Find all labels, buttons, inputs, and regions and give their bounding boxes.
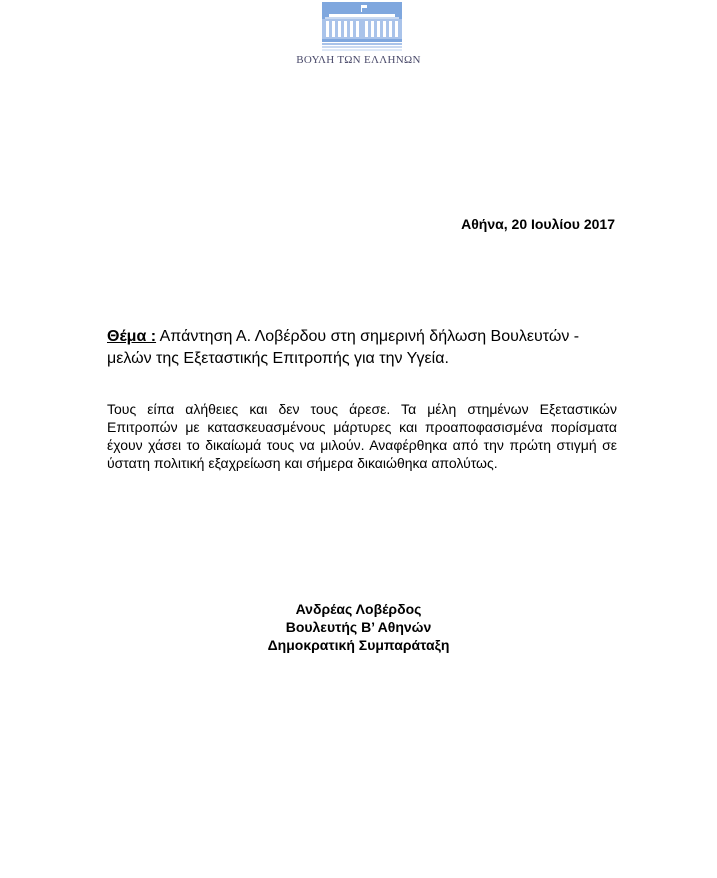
parliament-building-icon	[321, 2, 403, 54]
subject-line	[107, 326, 617, 370]
signature-name: Ανδρέας Λοβέρδος	[295, 601, 422, 617]
document-date: Αθήνα, 20 Ιουλίου 2017	[461, 216, 615, 232]
body-paragraph: Τους είπα αλήθειες και δεν τους άρεσε. Τα μέλη στημένων Εξεταστικών Επιτροπών με κατασκευασμένους μάρτυρες και προαποφασισμένα πορίσματα έχουν χάσει το δικαίωμά τους να μιλούν. Αναφέρθηκα από την πρώτη στιγμή σε ύστατη πολιτική εξαχρείωση και σήμερα δικαιώθηκα απολύτως.	[107, 401, 617, 471]
subject-label: Θέμα :	[107, 328, 157, 345]
signature-block	[0, 600, 717, 654]
logo-caption: ΒΟΥΛΗ ΤΩΝ ΕΛΛΗΝΩΝ	[296, 54, 421, 66]
subject-text: Απάντηση Α. Λοβέρδου στη σημερινή δήλωση Βουλευτών - μελών της Εξεταστικής Επιτροπής για την Υγεία.	[107, 328, 580, 367]
signature-title: Βουλευτής Β’ Αθηνών	[285, 619, 432, 635]
signature-party: Δημοκρατική Συμπαράταξη	[267, 637, 450, 653]
